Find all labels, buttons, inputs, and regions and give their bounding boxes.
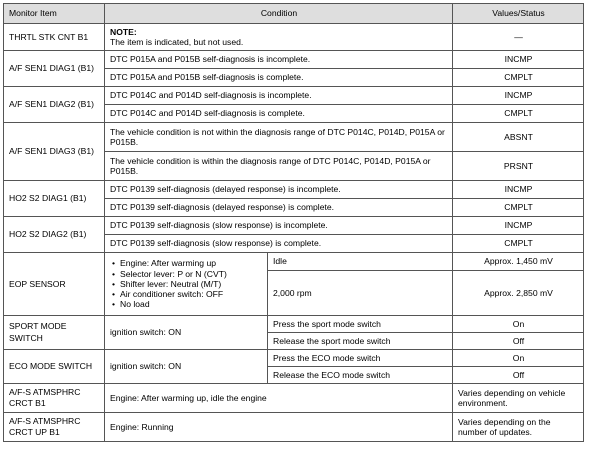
sub-condition-cell: Idle (268, 253, 453, 271)
condition-cell: DTC P015A and P015B self-diagnosis is incomplete. (105, 51, 453, 69)
monitor-item-cell: EOP SENSOR (4, 253, 105, 316)
value-cell: CMPLT (453, 69, 584, 87)
condition-list (110, 258, 263, 309)
condition-list-item: • Engine: After warming up (120, 258, 263, 268)
condition-cell: Engine: Running (105, 413, 453, 442)
value-cell: CMPLT (453, 199, 584, 217)
monitor-item-cell: A/F SEN1 DIAG3 (B1) (4, 123, 105, 181)
table-row (4, 384, 584, 413)
monitor-item-cell: ECO MODE SWITCH (4, 350, 105, 384)
condition-cell: Engine: After warming up, idle the engine (105, 384, 453, 413)
value-cell: On (453, 350, 584, 367)
note-label: NOTE: (110, 26, 137, 37)
value-cell: PRSNT (453, 152, 584, 181)
note-text: The item is indicated, but not used. (110, 37, 244, 47)
value-cell: INCMP (453, 51, 584, 69)
value-cell: ABSNT (453, 123, 584, 152)
value-cell: Varies depending on the number of updates. (453, 413, 584, 442)
monitor-item-table-container (3, 3, 583, 449)
header-monitor-item: Monitor Item (4, 4, 105, 24)
value-cell: Approx. 2,850 mV (453, 271, 584, 316)
monitor-item-cell: THRTL STK CNT B1 (4, 24, 105, 51)
value-cell: — (453, 24, 584, 51)
value-cell: Off (453, 333, 584, 350)
monitor-item-cell: A/F-S ATMSPHRC CRCT B1 (4, 384, 105, 413)
sub-condition-cell: Release the ECO mode switch (268, 367, 453, 384)
condition-list-item: • No load (120, 299, 263, 309)
condition-cell: ignition switch: ON (105, 350, 268, 384)
condition-cell: DTC P0139 self-diagnosis (slow response) is incomplete. (105, 217, 453, 235)
monitor-item-cell: HO2 S2 DIAG1 (B1) (4, 181, 105, 217)
table-row (4, 413, 584, 442)
sub-condition-cell: Press the sport mode switch (268, 316, 453, 333)
header-values-status: Values/Status (453, 4, 584, 24)
table-row (4, 350, 584, 367)
table-row (4, 253, 584, 271)
table-row (4, 87, 584, 105)
condition-list-item: • Selector lever: P or N (CVT) (120, 269, 263, 279)
value-cell: Off (453, 367, 584, 384)
table-row (4, 51, 584, 69)
table-row (4, 123, 584, 152)
header-condition: Condition (105, 4, 453, 24)
value-cell: Approx. 1,450 mV (453, 253, 584, 271)
table-row (4, 181, 584, 199)
condition-cell: DTC P0139 self-diagnosis (delayed response) is complete. (105, 199, 453, 217)
monitor-item-cell: SPORT MODE SWITCH (4, 316, 105, 350)
condition-cell: DTC P014C and P014D self-diagnosis is complete. (105, 105, 453, 123)
monitor-item-cell: A/F-S ATMSPHRC CRCT UP B1 (4, 413, 105, 442)
value-cell: CMPLT (453, 105, 584, 123)
table-row (4, 316, 584, 333)
sub-condition-cell: 2,000 rpm (268, 271, 453, 316)
condition-cell: DTC P014C and P014D self-diagnosis is incomplete. (105, 87, 453, 105)
value-cell: INCMP (453, 217, 584, 235)
value-cell: INCMP (453, 87, 584, 105)
condition-cell: DTC P0139 self-diagnosis (slow response) is complete. (105, 235, 453, 253)
condition-cell: The vehicle condition is not within the diagnosis range of DTC P014C, P014D, P015A or P015B. (105, 123, 453, 152)
table-header-row (4, 4, 584, 24)
condition-cell (105, 253, 268, 316)
condition-list-item: • Shifter lever: Neutral (M/T) (120, 279, 263, 289)
condition-cell: The vehicle condition is within the diagnosis range of DTC P014C, P014D, P015A or P015B. (105, 152, 453, 181)
sub-condition-cell: Press the ECO mode switch (268, 350, 453, 367)
condition-list-item: • Air conditioner switch: OFF (120, 289, 263, 299)
condition-cell (105, 24, 453, 51)
condition-cell: DTC P015A and P015B self-diagnosis is complete. (105, 69, 453, 87)
table-row (4, 217, 584, 235)
value-cell: On (453, 316, 584, 333)
monitor-item-cell: HO2 S2 DIAG2 (B1) (4, 217, 105, 253)
sub-condition-cell: Release the sport mode switch (268, 333, 453, 350)
condition-cell: ignition switch: ON (105, 316, 268, 350)
monitor-item-cell: A/F SEN1 DIAG1 (B1) (4, 51, 105, 87)
value-cell: CMPLT (453, 235, 584, 253)
monitor-item-table (3, 3, 584, 442)
value-cell: INCMP (453, 181, 584, 199)
table-row (4, 24, 584, 51)
condition-cell: DTC P0139 self-diagnosis (delayed response) is incomplete. (105, 181, 453, 199)
value-cell: Varies depending on vehicle environment. (453, 384, 584, 413)
monitor-item-cell: A/F SEN1 DIAG2 (B1) (4, 87, 105, 123)
